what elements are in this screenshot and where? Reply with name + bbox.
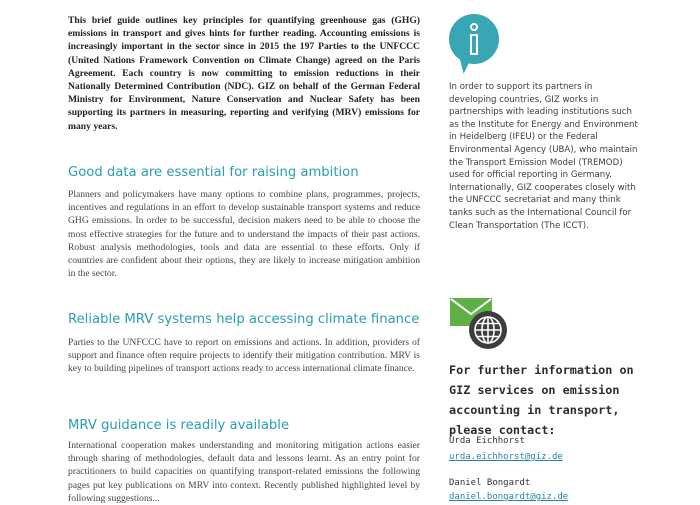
- sidebar-info-text: In order to support its partners in developing countries, GIZ works in partnerships with leading institutions such as the Institute for Energy and Environment in Heidelberg (IFEU) or the Federal Environmental Agency (UBA), who maintain the Transport Emission Model (TREMOD) used for official reporting in Germany. Internationally, GIZ cooperates closely with the UNFCCC secretariat and many think tanks such as the International Council for Clean Transportation (The ICCT).: [449, 82, 638, 231]
- section-heading-reliable-mrv: Reliable MRV systems help accessing climate finance: [68, 312, 420, 327]
- section-body-reliable-mrv: Parties to the UNFCCC have to report on emissions and actions. In addition, providers of support and finance often require projects to identify their mitigation contribution. MRV is key to building pipelines of transport actions ready to access international climate finance.: [68, 337, 420, 375]
- globe-icon: [469, 311, 507, 349]
- contact-name: Daniel Bongardt: [449, 478, 531, 488]
- contact-name: Urda Eichhorst: [449, 436, 525, 446]
- info-icon-dot: [470, 23, 478, 31]
- contact-heading: For further information on GIZ services on emission accounting in transport, please contact:: [449, 363, 634, 437]
- contact-email-link[interactable]: urda.eichhorst@giz.de: [449, 452, 563, 462]
- info-icon: [449, 14, 499, 64]
- contact-email-link[interactable]: daniel.bongardt@giz.de: [449, 492, 569, 502]
- section-body-mrv-guidance: International cooperation makes understanding and monitoring mitigation actions easier through sharing of methodologies, default data and lessons learnt. As an entry point for practitioners to build capacities on quantifying transport-related emissions the following pages put key publications on MRV into context. Recently published highlighted level by following suggestions...: [68, 440, 420, 504]
- intro-paragraph: This brief guide outlines key principles for quantifying greenhouse gas (GHG) emissions in transport and gives hints for further reading. Accounting emissions is increasingly important in the sector since in 2015 the 197 Parties to the UNFCCC (United Nations Framework Convention on Climate Change) agreed on the Paris Agreement. Each country is now committing to emission reductions in their Nationally Determined Contribution (NDC). GIZ on behalf of the German Federal Ministry for Environment, Nature Conservation and Nuclear Safety has been supporting its partners in measuring, reporting and verifying (MRV) emissions for many years.: [68, 15, 420, 132]
- info-icon-bar: [470, 34, 478, 55]
- section-heading-mrv-guidance: MRV guidance is readily available: [68, 418, 290, 433]
- section-heading-good-data: Good data are essential for raising ambition: [68, 165, 359, 180]
- section-body-good-data: Planners and policymakers have many options to combine plans, programmes, projects, incentives and regulations in an effort to develop sustainable transport systems and reduce GHG emissions. In order to be successful, decision makers need to be able to choose the most effective strategies for the future and to understand the impacts of their past actions. Robust analysis methodologies, tools and data are essential to these efforts. Only if countries are confident about their options, they are likely to increase mitigation ambition in the sector.: [68, 189, 420, 280]
